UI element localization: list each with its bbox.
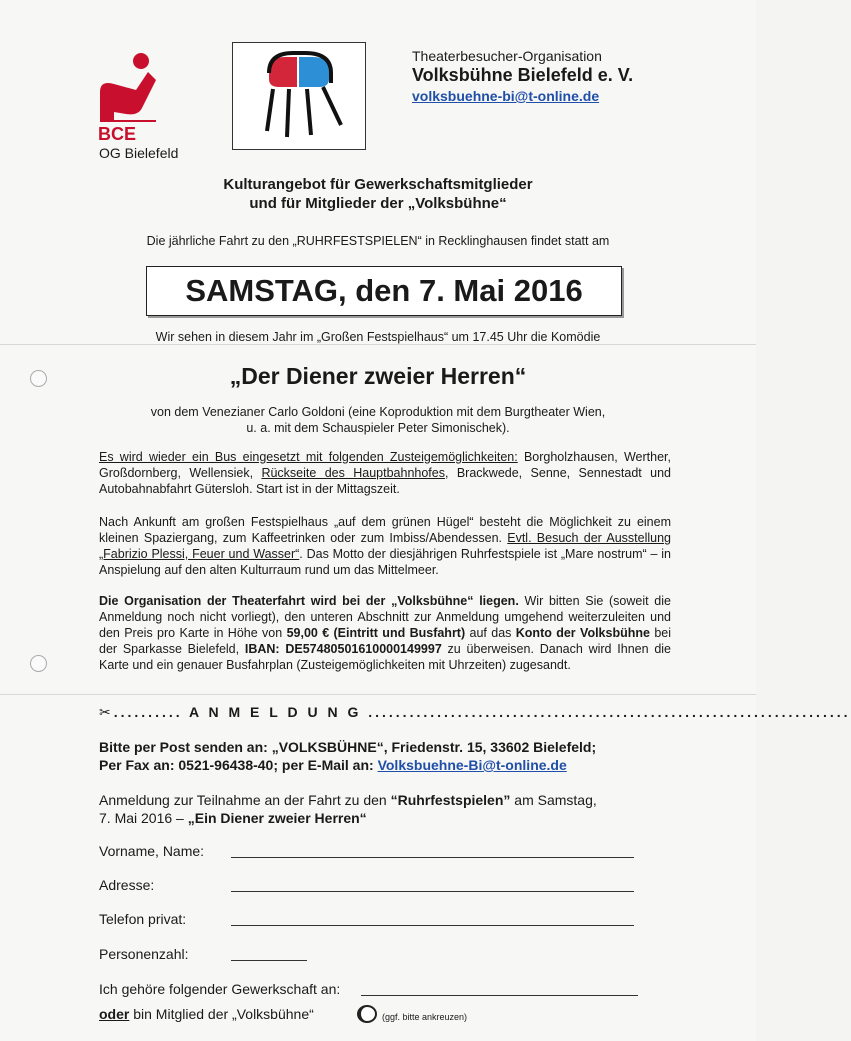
volksbuehne-logo: [232, 42, 366, 150]
name-field[interactable]: [231, 856, 634, 858]
see-text: Wir sehen in diesem Jahr im „Großen Festspielhaus“ um 17.45 Uhr die Komödie: [155, 330, 601, 344]
org-subtitle: Theaterbesucher-Organisation: [412, 48, 602, 64]
org-name: Volksbühne Bielefeld e. V.: [412, 65, 634, 85]
address-label: Adresse:: [99, 877, 155, 893]
org-email-link[interactable]: volksbuehne-bi@t-online.de: [412, 88, 600, 104]
organisation-header: [412, 48, 633, 104]
name-label: Vorname, Name:: [99, 843, 205, 859]
checkbox-note: (ggf. bitte ankreuzen): [382, 1012, 468, 1022]
address-field[interactable]: [231, 890, 634, 892]
registration-text: Anmeldung zur Teilnahme an der Fahrt zu den “Ruhrfestspielen” am Samstag, 7. Mai 2016 – „Ein Diener zweier Herren“: [99, 792, 597, 826]
punch-hole: [30, 655, 47, 672]
union-group: OG Bielefeld: [99, 145, 179, 161]
phone-field[interactable]: [231, 924, 634, 926]
intro-text: Die jährliche Fahrt zu den „RUHRFESTSPIELEN“ in Recklinghausen findet statt am: [146, 234, 610, 248]
event-date: SAMSTAG, den 7. Mai 2016: [185, 273, 583, 308]
svg-text:BCE: BCE: [98, 124, 137, 144]
fold-line: [0, 344, 756, 345]
persons-label: Personenzahl:: [99, 946, 189, 962]
member-line: oder bin Mitglied der „Volksbühne“: [99, 1006, 314, 1022]
union-label: Ich gehöre folgender Gewerkschaft an:: [99, 981, 341, 997]
phone-label: Telefon privat:: [99, 911, 187, 927]
date-box: [146, 266, 622, 316]
igbce-logo: [96, 50, 160, 142]
play-subtitle: von dem Venezianer Carlo Goldoni (eine Koproduktion mit dem Burgtheater Wien, u. a. mit dem Schauspieler Peter Simonischek).: [150, 405, 606, 435]
registration-cut-line: ✂.......... A N M E L D U N G ......................................................................: [99, 704, 851, 720]
union-field[interactable]: [361, 994, 638, 996]
document-title: Kulturangebot für Gewerkschaftsmitglieder und für Mitglieder der „Volksbühne“: [223, 176, 533, 212]
send-instructions: Bitte per Post senden an: „VOLKSBÜHNE“, Friedenstr. 15, 33602 Bielefeld; Per Fax an: 0521-96438-40; per E-Mail an: Volksbuehne-Bi@t-online.de: [99, 739, 597, 773]
arrival-paragraph: Nach Ankunft am großen Festspielhaus „auf dem grünen Hügel“ besteht die Möglichkeit zu einem kleinen Spaziergang, zum Kaffeetrinken oder zum Imbiss/Abendessen. Evtl. Besuch der Ausstellung „Fabrizio Plessi, Feuer und Wasser“. Das Motto der diesjährigen Ruhrfestspiele ist „Mare nostrum“ – in Anspielung auf den alten Kulturraum rund um das Mittelmeer.: [99, 515, 671, 577]
play-title: „Der Diener zweier Herren“: [229, 363, 527, 389]
fold-line: [0, 694, 756, 695]
bus-paragraph: Es wird wieder ein Bus eingesetzt mit folgenden Zusteigemöglichkeiten: Borgholzhausen, Werther, Großdornberg, Wellensiek, Rückseite des Hauptbahnhofes, Brackwede, Senne, Sennestadt und Autobahnabfahrt Gütersloh. Start ist in der Mittagszeit.: [99, 450, 671, 496]
persons-field[interactable]: [231, 959, 307, 961]
member-checkbox[interactable]: [357, 1005, 377, 1023]
organisation-paragraph: Die Organisation der Theaterfahrt wird bei der „Volksbühne“ liegen. Wir bitten Sie (soweit die Anmeldung noch nicht vorliegt), den unteren Abschnitt zur Anmeldung umgehend weiterzuleiten und den Preis pro Karte in Höhe von 59,00 € (Eintritt und Busfahrt) auf das Konto der Volksbühne bei der Sparkasse Bielefeld, IBAN: DE57480501610000149997 zu überweisen. Danach wird Ihnen die Karte und ein genauer Busfahrplan (Zusteigemöglichkeiten mit Uhrzeiten) zugesandt.: [99, 594, 672, 672]
registration-email-link[interactable]: Volksbuehne-Bi@t-online.de: [377, 757, 567, 773]
